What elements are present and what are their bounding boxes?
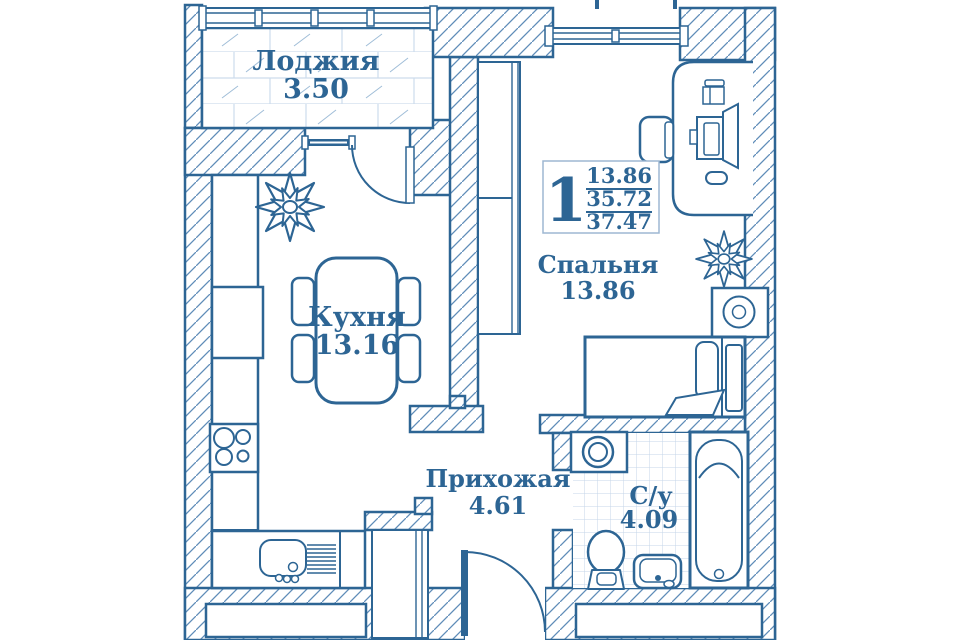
toilet: [588, 531, 624, 589]
bathroom-sink: [634, 555, 681, 588]
desk: [673, 62, 753, 215]
plant-icon-2: [696, 231, 752, 287]
bedroom-room: [478, 62, 768, 417]
info-area: 35.72: [586, 186, 652, 211]
window-tick-left: [595, 0, 599, 9]
stove: [210, 424, 258, 472]
room-area-hallway: 4.61: [468, 491, 528, 520]
kitchen-sink: [212, 531, 365, 588]
entrance-door: [461, 550, 545, 640]
room-label-hallway: Прихожая: [425, 464, 571, 493]
bedroom-window: [545, 0, 688, 46]
room-area-bedroom: 13.86: [560, 276, 636, 305]
bed: [585, 337, 745, 417]
wall-kitchen-step: [410, 120, 454, 195]
room-area-bathroom: 4.09: [619, 505, 679, 534]
speaker-box: [712, 288, 768, 337]
info-box: [543, 161, 659, 236]
wall-hallway-stub: [450, 396, 465, 408]
room-label-loggia: Лоджия: [252, 46, 380, 77]
chair-4: [398, 335, 420, 382]
window-tick-right: [673, 0, 677, 9]
chair-2: [292, 335, 314, 382]
room-area-loggia: 3.50: [283, 74, 349, 105]
wardrobe-bedroom: [478, 62, 520, 334]
niche-right: [576, 604, 762, 637]
info-living-area: 13.86: [586, 163, 652, 188]
pillow: [696, 342, 718, 398]
room-label-bathroom: С/у: [629, 481, 673, 510]
wall-closet-stub: [415, 498, 432, 514]
plant-icon: [256, 173, 324, 241]
balcony-door: [352, 145, 414, 203]
kitchen-window: [302, 136, 355, 149]
niche-left: [206, 604, 366, 637]
mouse: [706, 172, 727, 184]
wall-left: [185, 128, 212, 640]
desk-chair: [640, 117, 673, 162]
loggia-glazing: [199, 6, 437, 30]
wall-bath-left-lower: [553, 530, 573, 590]
kitchen-counter: [212, 175, 263, 588]
wardrobe-hallway: [372, 530, 428, 638]
washing-machine: [571, 432, 627, 472]
wall-top-middle: [425, 8, 553, 57]
info-rooms-count: 1: [545, 166, 587, 236]
wall-bedroom-west: [450, 57, 478, 408]
bathtub: [690, 432, 748, 588]
room-label-kitchen: Кухня: [308, 302, 406, 333]
info-total-area: 37.47: [586, 209, 652, 234]
room-area-kitchen: 13.16: [314, 330, 400, 361]
wall-hallway-t: [410, 406, 483, 432]
wall-kitchen-top: [185, 128, 305, 175]
room-label-bedroom: Спальня: [537, 250, 659, 279]
